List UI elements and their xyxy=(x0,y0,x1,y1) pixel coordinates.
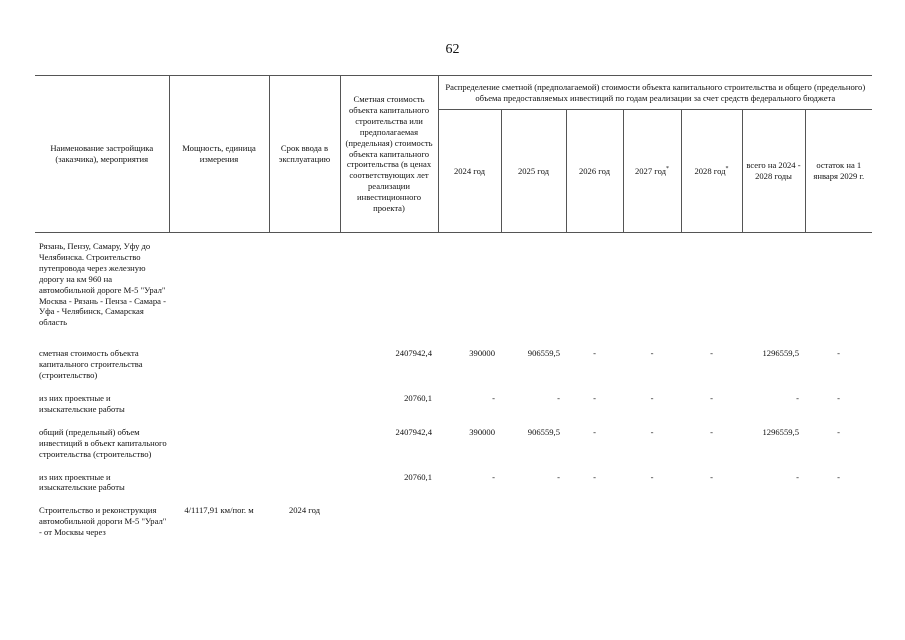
row-total: - xyxy=(796,471,799,482)
row-name: Рязань, Пензу, Самару, Уфу до Челябинска. Строительство путепровода через железную дорогу на км 960 на автомобильной дороге М-5 "Урал" Москва - Рязань - Пенза - Самара - Уфа - Челябинск, Самарская область xyxy=(39,241,166,328)
row-name: общий (предельный) объем инвестиций в объект капитального строительства (строительство) xyxy=(39,426,167,459)
row-capacity: 4/1117,91 км/пог. м xyxy=(184,505,254,516)
row-total: 1296559,5 xyxy=(762,426,799,437)
table-row xyxy=(35,493,872,538)
row-year-value: - xyxy=(593,471,596,482)
row-cost: 2407942,4 xyxy=(395,426,432,437)
table-row xyxy=(35,381,872,415)
row-name: из них проектные и изыскательские работы xyxy=(39,392,125,414)
row-cost xyxy=(340,233,438,329)
row-year-value xyxy=(438,233,501,329)
row-name: Строительство и реконструкция автомобильной дороги М-5 "Урал" - от Москвы через xyxy=(39,505,167,538)
row-term: 2024 год xyxy=(288,505,321,516)
row-year-value: - xyxy=(710,392,713,403)
row-year-value: 390000 xyxy=(469,426,495,437)
row-year-value: - xyxy=(650,426,654,437)
row-remainder xyxy=(805,233,872,329)
row-year-value xyxy=(566,493,623,538)
row-total: - xyxy=(796,392,799,403)
row-year-value xyxy=(501,233,566,329)
row-remainder: - xyxy=(837,392,840,403)
row-term xyxy=(269,328,340,381)
row-year-value xyxy=(438,493,501,538)
header-year-2026: 2026 год xyxy=(566,110,623,233)
row-term xyxy=(269,460,340,494)
row-name: сметная стоимость объекта капитального строительства (строительство) xyxy=(39,348,143,381)
row-total: 1296559,5 xyxy=(762,348,799,359)
row-year-value: - xyxy=(650,471,654,482)
row-year-value: - xyxy=(593,348,596,359)
table-row xyxy=(35,328,872,381)
row-remainder: - xyxy=(837,348,840,359)
row-year-value xyxy=(623,233,681,329)
header-capacity: Мощность, единица измерения xyxy=(169,76,269,233)
row-year-value: - xyxy=(650,392,654,403)
row-cost: 2407942,4 xyxy=(395,348,432,359)
row-year-value: - xyxy=(710,426,713,437)
row-capacity xyxy=(169,233,269,329)
table-row xyxy=(35,415,872,460)
row-year-value xyxy=(681,233,742,329)
page-number: 62 xyxy=(445,42,460,57)
header-distribution: Распределение сметной (предполагаемой) стоимости объекта капитального строительства и общего (предельного) объема предоставляемых инвестиций по годам реализации за счет средств федерального бюджета xyxy=(438,76,872,110)
row-total xyxy=(742,233,805,329)
row-remainder: - xyxy=(837,426,840,437)
row-year-value: - xyxy=(710,471,713,482)
row-year-value: 390000 xyxy=(469,348,495,359)
header-term: Срок ввода в эксплуатацию xyxy=(269,76,340,233)
row-year-value: - xyxy=(593,426,596,437)
header-remainder: остаток на 1 января 2029 г. xyxy=(805,110,872,233)
row-year-value: - xyxy=(557,471,560,482)
row-year-value xyxy=(566,233,623,329)
row-capacity xyxy=(169,328,269,381)
row-total xyxy=(742,493,805,538)
row-name: из них проектные и изыскательские работы xyxy=(39,471,125,493)
row-capacity xyxy=(169,381,269,415)
header-total: всего на 2024 - 2028 годы xyxy=(742,110,805,233)
row-cost: 20760,1 xyxy=(404,471,432,482)
row-year-value xyxy=(681,493,742,538)
header-estimated-cost: Сметная стоимость объекта капитального строительства или предполагаемая (предельная) стоимость объекта капитального строительства (в ценах соответствующих лет реализации инвестиционного проекта) xyxy=(340,76,438,233)
row-year-value: 906559,5 xyxy=(527,348,560,359)
row-year-value xyxy=(623,493,681,538)
header-year-2024: 2024 год xyxy=(438,110,501,233)
row-remainder xyxy=(805,493,872,538)
table-row xyxy=(35,460,872,494)
row-year-value: - xyxy=(557,392,560,403)
row-year-value: - xyxy=(492,392,495,403)
row-term xyxy=(269,415,340,460)
row-cost: 20760,1 xyxy=(404,392,432,403)
table-row xyxy=(35,233,872,329)
row-term xyxy=(269,233,340,329)
row-capacity xyxy=(169,460,269,494)
row-cost xyxy=(340,493,438,538)
row-capacity xyxy=(169,415,269,460)
row-year-value: - xyxy=(710,348,713,359)
header-year-2025: 2025 год xyxy=(501,110,566,233)
header-year-2028: 2028 год* xyxy=(681,110,742,233)
row-year-value: - xyxy=(593,392,596,403)
row-remainder: - xyxy=(837,471,840,482)
row-year-value: 906559,5 xyxy=(527,426,560,437)
row-term xyxy=(269,381,340,415)
row-year-value xyxy=(501,493,566,538)
investment-table xyxy=(35,75,872,538)
header-year-2027: 2027 год* xyxy=(623,110,681,233)
header-name: Наименование застройщика (заказчика), мероприятия xyxy=(35,76,169,233)
row-year-value: - xyxy=(492,471,495,482)
row-year-value: - xyxy=(650,348,654,359)
